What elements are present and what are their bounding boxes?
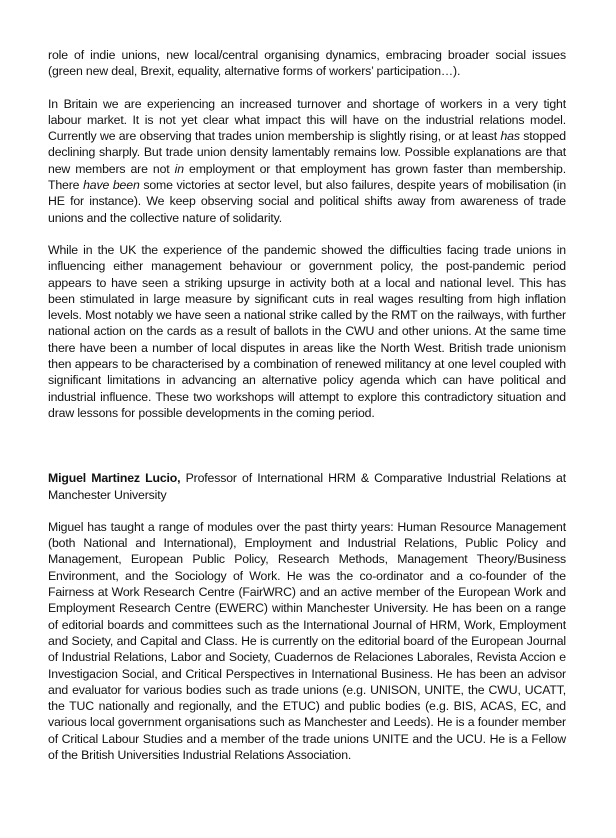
speaker-title: Professor of International HRM & Comparative Industrial Relations at Manchester University [48, 471, 566, 502]
emphasis-text: has [500, 129, 520, 144]
speaker-bio-paragraph: Miguel has taught a range of modules over the past thirty years: Human Resource Management (both National and International), Employment and Industrial Relations, Public Policy and Management, European Public Policy, Research Methods, Management Theory/Business Environment, and the Sociology of Work. He was the co-ordinator and a co-founder of the Fairness at Work Research Centre (FairWRC) and an active member of the European Work and Employment Research Centre (EWERC) within Manchester University. He has been on a range of editorial boards and committees such as the International Journal of HRM, Work, Employment and Society, and Capital and Class. He is currently on the editorial board of the European Journal of Industrial Relations, Labor and Society, Cuadernos de Relaciones Laborales, Revista Accion e Investigacion Social, and Critical Perspectives in International Business. He has been an advisor and evaluator for various bodies such as trade unions (e.g. UNISON, UNITE, the CWU, UCATT, the TUC nationally and regionally, and the ETUC) and public bodies (e.g. BIS, ACAS, EC, and various local government organisations such as Manchester and Leeds). He is a founder member of Critical Labour Studies and a member of the trade unions UNITE and the UCU. He is a Fellow of the British Universities Industrial Relations Association. [48, 519, 566, 762]
britain-labour-market-paragraph [48, 96, 566, 226]
pandemic-trade-unions-paragraph: While in the UK the experience of the pandemic showed the difficulties facing trade unions in influencing either management behaviour or government policy, the post-pandemic period appears to have seen a striking upsurge in activity both at a local and national level. This has been stimulated in large measure by significant cuts in real wages resulting from high inflation levels. Most notably we have seen a national strike called by the RMT on the railways, with further national action on the cards as a result of ballots in the CWU and other unions. At the same time there have been a number of local disputes in areas like the North West. British trade unionism then appears to be characterised by a combination of renewed militancy at one level coupled with significant limitations in advancing an alternative policy agenda which can have political and industrial influence. These two workshops will attempt to explore this contradictory situation and draw lessons for possible developments in the coming period. [48, 242, 566, 420]
speaker-heading [48, 470, 566, 503]
intro-continuation-paragraph: role of indie unions, new local/central organising dynamics, embracing broader social issues (green new deal, Brexit, equality, alternative forms of workers’ participation…). [48, 48, 566, 79]
speaker-name: Miguel Martinez Lucio, [48, 471, 181, 486]
paragraph-text: In Britain we are experiencing an increased turnover and shortage of workers in a very tight labour market. It is not yet clear what impact this will have on the industrial relations model. Currently we are observing that trades union membership is slightly rising, or at least [48, 96, 566, 144]
paragraph-text: stopped declining sharply. But trade union density lamentably remains low. Possible explanations are that new members are not [48, 129, 566, 176]
paragraph-text: employment or that employment has grown faster than membership. There [48, 161, 566, 193]
paragraph-text: some victories at sector level, but also failures, despite years of mobilisation (in HE for instance). We keep observing social and political shifts away from awareness of trade unions and the collective nature of solidarity. [48, 178, 567, 225]
emphasis-text: in [174, 161, 184, 176]
document-page [48, 47, 566, 763]
emphasis-text: have been [83, 178, 140, 193]
